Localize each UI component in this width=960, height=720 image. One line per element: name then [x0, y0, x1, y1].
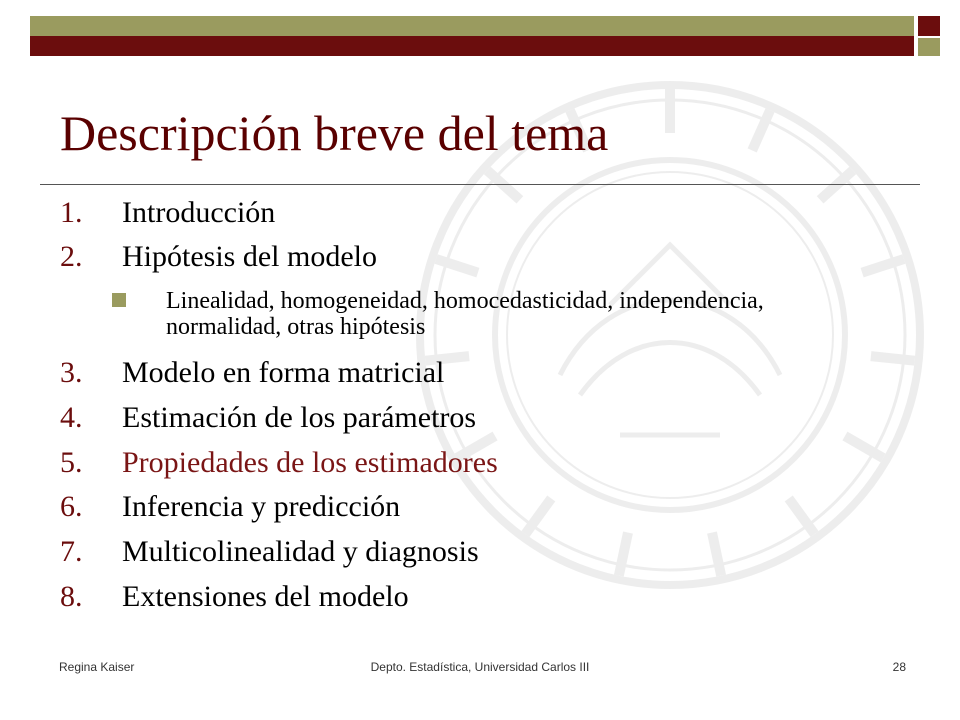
list-item-text: Hipótesis del modelo	[122, 240, 377, 273]
square-bullet-icon	[112, 293, 126, 307]
top-red-band	[30, 36, 914, 56]
list-item-number: 8.	[60, 580, 83, 613]
corner-olive-square	[918, 38, 940, 56]
list-item-number: 3.	[60, 356, 83, 389]
sub-list-item-text: Linealidad, homogeneidad, homocedasticidad, independencia, normalidad, otras hipótesis	[166, 288, 764, 340]
list-item-number: 1.	[60, 196, 83, 229]
list-item-text: Extensiones del modelo	[122, 580, 409, 613]
title-divider	[40, 184, 920, 185]
list-item-number: 5.	[60, 446, 83, 479]
list-item-text: Propiedades de los estimadores	[122, 446, 498, 479]
list-item-text: Introducción	[122, 196, 276, 229]
list-item-text: Modelo en forma matricial	[122, 356, 445, 389]
corner-red-square	[918, 16, 940, 36]
list-item-number: 2.	[60, 240, 83, 273]
footer-author: Regina Kaiser	[59, 660, 135, 674]
top-olive-band	[30, 16, 914, 36]
list-item-number: 4.	[60, 401, 83, 434]
slide-title: Descripción breve del tema	[60, 105, 609, 161]
list-item-number: 6.	[60, 490, 83, 523]
list-item-text: Estimación de los parámetros	[122, 401, 477, 434]
list-item-text: Multicolinealidad y diagnosis	[122, 535, 479, 568]
list-item-text: Inferencia y predicción	[122, 490, 401, 523]
footer-page-number: 28	[892, 660, 906, 674]
footer-department: Depto. Estadística, Universidad Carlos III	[370, 660, 590, 674]
list-item-number: 7.	[60, 535, 83, 568]
